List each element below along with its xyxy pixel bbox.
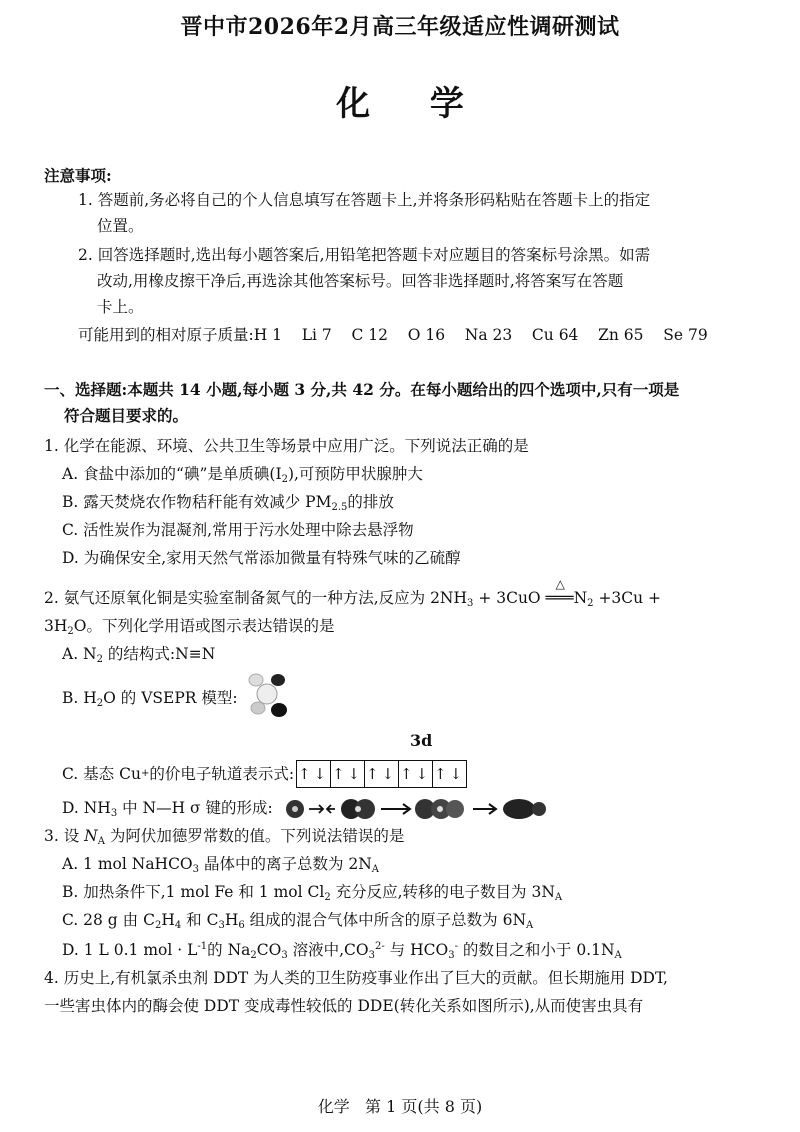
section-heading-line-1: 一、选择题:本题共 14 小题,每小题 3 分,共 42 分。在每小题给出的四个选项中,只有一项是 (44, 380, 680, 399)
q1-option-b: B. 露天焚烧农作物秸秆能有效减少 $PM_{2.5}$的排放 (62, 493, 394, 513)
orbital-box: ↑↓ (399, 761, 433, 787)
atomic-masses: 可能用到的相对原子质量:H 1 Li 7 C 12 O 16 Na 23 Cu 64 Zn 65 Se 79 (78, 326, 708, 344)
q3-option-c: C. 28 g 由 $C_2H_4$ 和 $C_3H_6$ 组成的混合气体中所含的原子总数为 $6N_A$ (62, 911, 534, 931)
q4-stem-line-2: 一些害虫体内的酶会使 DDT 变成毒性较低的 DDE(转化关系如图所示),从而使害虫具有 (44, 997, 644, 1015)
orbital-box: ↑↓ (297, 761, 331, 787)
subject-title: 化 学 (336, 84, 488, 124)
orbital-box: ↑↓ (331, 761, 365, 787)
q1-option-c: C. 活性炭作为混凝剂,常用于污水处理中除去悬浮物 (62, 521, 414, 539)
q2-option-a: A. $N_2$ 的结构式:N≡N (62, 645, 216, 665)
q1-option-d: D. 为确保安全,家用天然气常添加微量有特殊气味的乙硫醇 (62, 549, 461, 567)
heat-symbol: △ (555, 577, 565, 591)
q3-option-d: D. 1 L 0.1 mol · $L^{-1}$的 $Na_2CO_3$ 溶液中$,CO_3^{2-}$ 与 $HCO_3^-$ 的数目之和小于 $0.1N_A$ (62, 941, 622, 961)
q2-option-b: B. $H_2O$ 的 VSEPR 模型: (62, 689, 238, 709)
section-heading-line-2: 符合题目要求的。 (64, 406, 189, 425)
notice-item-2-line-1: 2. 回答选择题时,选出每小题答案后,用铅笔把答题卡对应题目的答案标号涂黑。如需 (78, 246, 651, 264)
q3-option-a: A. 1 mol NaHCO$_3$ 晶体中的离子总数为 $2N_A$ (62, 855, 380, 875)
reaction-arrow: △ ═══ (546, 588, 574, 608)
q2-option-c: C. 基态 Cu + 的价电子轨道表示式: ↑↓ ↑↓ ↑↓ ↑↓ ↑↓ (62, 760, 467, 788)
q4-stem-line-1: 4. 历史上,有机氯杀虫剂 DDT 为人类的卫生防疫事业作出了巨大的贡献。但长期施用 DDT, (44, 969, 668, 987)
notice-item-1-line-1: 1. 答题前,务必将自己的个人信息填写在答题卡上,并将条形码粘贴在答题卡上的指定 (78, 191, 651, 209)
q3-stem: 3. 设 $N_A$ 为阿伏加德罗常数的值。下列说法错误的是 (44, 827, 405, 847)
vsepr-model-image (242, 666, 292, 722)
orbital-box: ↑↓ (365, 761, 399, 787)
q2-stem-line-1: 2. 氨气还原氧化铜是实验室制备氮气的一种方法,反应为 $2NH_3 + 3CuO$ △ $═══N_2 +3Cu$ + (44, 588, 661, 608)
q2-stem-line-2: $3H_2O$。下列化学用语或图示表达错误的是 (44, 617, 335, 637)
q2-option-d: D. $NH_3$ 中 N—H σ 键的形成: (62, 799, 273, 819)
notice-item-2-line-2: 改动,用橡皮擦干净后,再选涂其他答案标号。回答非选择题时,将答案写在答题 (97, 272, 624, 290)
sigma-bond-formation-image (283, 794, 553, 824)
page-footer: 化学 第 1 页(共 8 页) (317, 1097, 483, 1116)
orbital-diagram (296, 760, 467, 788)
orbital-label: 3d (410, 731, 433, 750)
q1-stem: 1. 化学在能源、环境、公共卫生等场景中应用广泛。下列说法正确的是 (44, 437, 529, 455)
notice-item-2-line-3: 卡上。 (97, 298, 144, 316)
q3-option-b: B. 加热条件下,1 mol Fe 和 1 mol $Cl_2$ 充分反应,转移的电子数目为 $3N_A$ (62, 883, 563, 903)
notice-heading: 注意事项: (44, 166, 112, 185)
exam-title: 晋中市2026年2月高三年级适应性调研测试 (180, 14, 620, 40)
q1-option-a: A. 食盐中添加的“碘”是单质碘$(I_2)$,可预防甲状腺肿大 (62, 465, 423, 485)
notice-item-1-line-2: 位置。 (97, 217, 144, 235)
orbital-box: ↑↓ (433, 765, 466, 783)
